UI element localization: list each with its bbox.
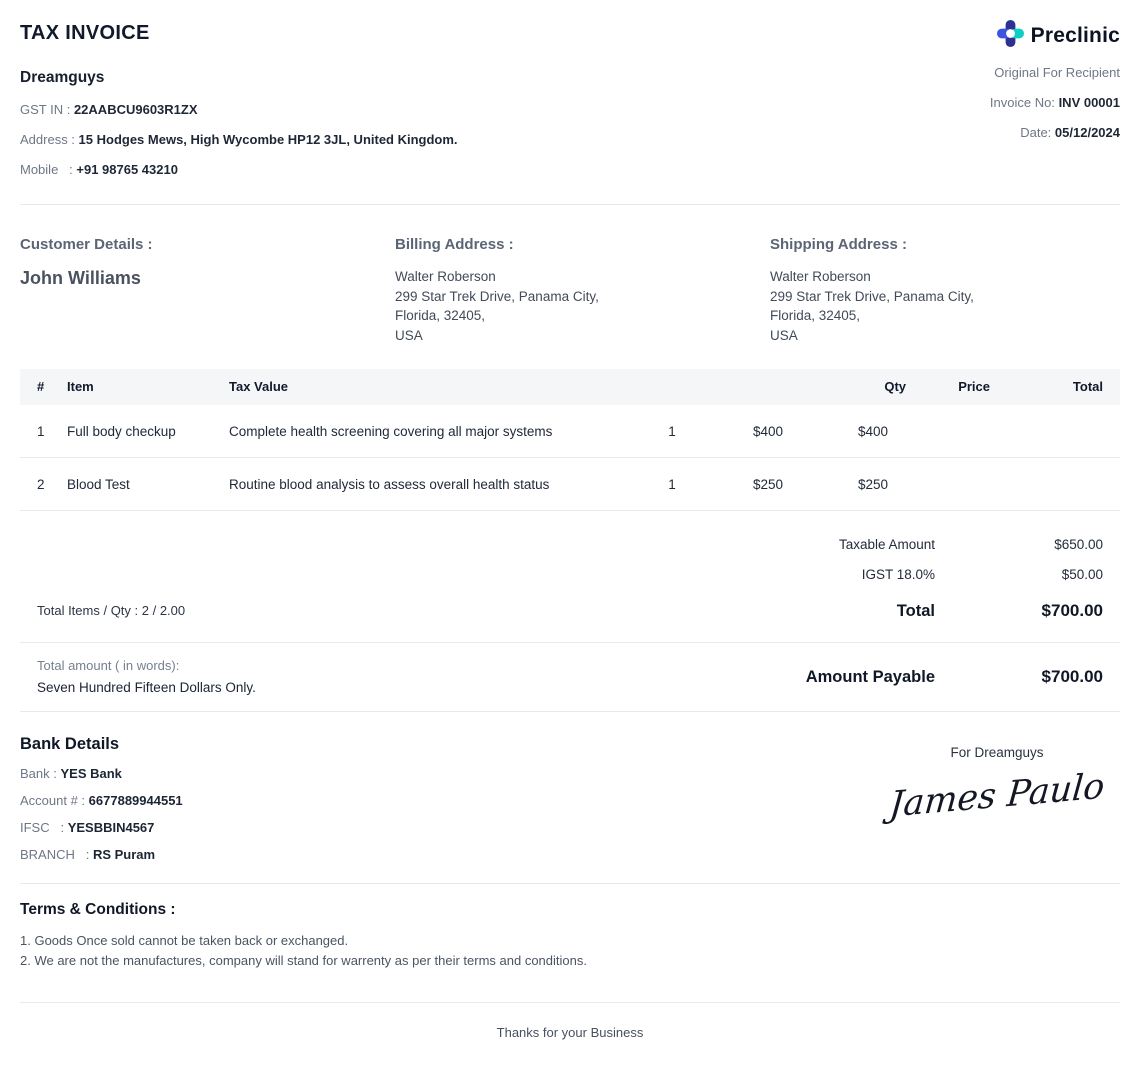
billing-address-block <box>395 236 770 346</box>
page-title: TAX INVOICE <box>20 22 150 44</box>
customer-details-heading: Customer Details : <box>20 236 153 253</box>
igst-value: $50.00 <box>1061 567 1103 583</box>
col-header-total: Total <box>1072 379 1103 395</box>
bank-name-line <box>20 766 183 781</box>
table-row <box>20 405 1120 458</box>
row-item: Blood Test <box>65 458 227 511</box>
bank-value: YES Bank <box>60 766 122 782</box>
items-table <box>20 369 1120 512</box>
ifsc-value: YESBBIN4567 <box>67 820 155 836</box>
taxable-amount-value: $650.00 <box>1054 537 1103 553</box>
row-total: $250 <box>840 458 906 511</box>
amount-payable-section <box>20 643 1120 711</box>
account-number-line <box>20 793 183 808</box>
igst-row <box>839 567 1120 582</box>
branch-line <box>20 847 183 862</box>
mobile-label: Mobile : <box>20 162 73 177</box>
billing-line: Walter Roberson <box>395 269 496 284</box>
customer-details-block <box>20 236 395 346</box>
billing-line: USA <box>395 328 423 344</box>
row-total: $400 <box>840 405 906 458</box>
grand-total-label: Total <box>896 602 935 621</box>
divider <box>20 204 1120 205</box>
grand-total-value: $700.00 <box>1041 601 1103 621</box>
amount-payable-pair <box>806 667 1120 687</box>
col-header-qty: Qty <box>884 379 906 395</box>
invoice-no-label: Invoice No: <box>989 95 1055 110</box>
bank-label: Bank : <box>20 766 57 782</box>
taxable-amount-row <box>839 537 1120 552</box>
gst-label: GST IN : <box>20 102 71 117</box>
total-items-text: Total Items / Qty : 2 / 2.00 <box>37 603 186 619</box>
col-header-spacer <box>696 369 840 405</box>
col-header-tax-value: Tax Value <box>229 379 289 395</box>
row-qty: 1 <box>648 458 696 511</box>
shipping-line: 299 Star Trek Drive, Panama City, <box>770 288 974 304</box>
summary-section <box>20 511 1120 642</box>
row-price: $400 <box>696 405 840 458</box>
row-item: Full body checkup <box>65 405 227 458</box>
bank-signature-section <box>20 735 1120 862</box>
copy-type: Original For Recipient <box>994 65 1120 80</box>
bank-details-heading: Bank Details <box>20 735 120 754</box>
row-description: Routine blood analysis to assess overall health status <box>227 458 648 511</box>
amount-payable-value: $700.00 <box>1041 666 1103 686</box>
terms-section <box>20 901 1120 971</box>
branch-value: RS Puram <box>92 847 156 863</box>
parties-section <box>20 236 1120 346</box>
ifsc-label: IFSC : <box>20 820 65 836</box>
signature-block <box>882 735 1112 862</box>
row-spacer <box>990 458 1120 511</box>
summary-amounts <box>839 537 1120 621</box>
col-header-item: Item <box>67 379 94 395</box>
billing-line: 299 Star Trek Drive, Panama City, <box>395 288 599 304</box>
customer-name: John Williams <box>20 268 141 288</box>
account-label: Account # : <box>20 793 86 809</box>
preclinic-logo-icon <box>997 20 1024 52</box>
terms-heading: Terms & Conditions : <box>20 901 176 919</box>
terms-item: 2. We are not the manufactures, company will stand for warrenty as per their terms and conditions. <box>20 953 587 969</box>
row-spacer <box>906 405 990 458</box>
bank-details-block <box>20 735 183 862</box>
row-price: $250 <box>696 458 840 511</box>
invoice-number-line <box>990 95 1120 110</box>
for-company-text: For Dreamguys <box>950 745 1044 761</box>
divider <box>20 883 1120 884</box>
shipping-address-heading: Shipping Address : <box>770 236 907 253</box>
row-description: Complete health screening covering all major systems <box>227 405 648 458</box>
grand-total-row <box>839 601 1120 621</box>
col-header-sno: # <box>37 379 45 395</box>
billing-line: Florida, 32405, <box>395 308 486 324</box>
seller-gst-line <box>20 102 458 117</box>
invoice-header <box>20 20 1120 177</box>
row-sno: 2 <box>20 458 65 511</box>
date-label: Date: <box>1020 125 1052 140</box>
billing-address-heading: Billing Address : <box>395 236 514 253</box>
row-sno: 1 <box>20 405 65 458</box>
account-value: 6677889944551 <box>88 793 183 809</box>
amount-payable-label: Amount Payable <box>805 667 935 686</box>
seller-name: Dreamguys <box>20 69 105 86</box>
igst-label: IGST 18.0% <box>861 567 935 583</box>
col-header-price: Price <box>958 379 990 395</box>
address-value: 15 Hodges Mews, High Wycombe HP12 3JL, United Kingdom. <box>78 132 458 147</box>
shipping-address-block <box>770 236 1120 346</box>
amount-in-words-label: Total amount ( in words): <box>37 658 180 674</box>
signature-image: James Paulo <box>887 766 1107 826</box>
table-row <box>20 458 1120 511</box>
shipping-line: Walter Roberson <box>770 269 871 284</box>
date-value: 05/12/2024 <box>1054 125 1120 140</box>
table-header-row <box>20 369 1120 405</box>
gst-value: 22AABCU9603R1ZX <box>73 102 198 117</box>
row-spacer <box>990 405 1120 458</box>
thanks-text: Thanks for your Business <box>496 1025 644 1041</box>
branch-label: BRANCH : <box>20 847 90 863</box>
shipping-line: USA <box>770 328 798 344</box>
col-header-spacer <box>648 369 696 405</box>
invoice-date-line <box>990 125 1120 140</box>
amount-in-words-value: Seven Hundred Fifteen Dollars Only. <box>37 680 256 696</box>
seller-address-line <box>20 132 458 147</box>
invoice-meta-block <box>990 20 1120 177</box>
terms-item: 1. Goods Once sold cannot be taken back or exchanged. <box>20 933 349 949</box>
row-spacer <box>906 458 990 511</box>
divider <box>20 711 1120 712</box>
address-label: Address : <box>20 132 75 147</box>
divider <box>20 1002 1120 1003</box>
brand-name: Preclinic <box>1030 24 1120 47</box>
seller-mobile-line <box>20 162 458 177</box>
amount-in-words-block <box>20 658 256 695</box>
brand-row <box>990 20 1120 52</box>
taxable-amount-label: Taxable Amount <box>838 537 935 553</box>
ifsc-line <box>20 820 183 835</box>
row-qty: 1 <box>648 405 696 458</box>
seller-block <box>20 20 458 177</box>
mobile-value: +91 98765 43210 <box>76 162 178 177</box>
invoice-no-value: INV 00001 <box>1058 95 1120 110</box>
shipping-line: Florida, 32405, <box>770 308 861 324</box>
